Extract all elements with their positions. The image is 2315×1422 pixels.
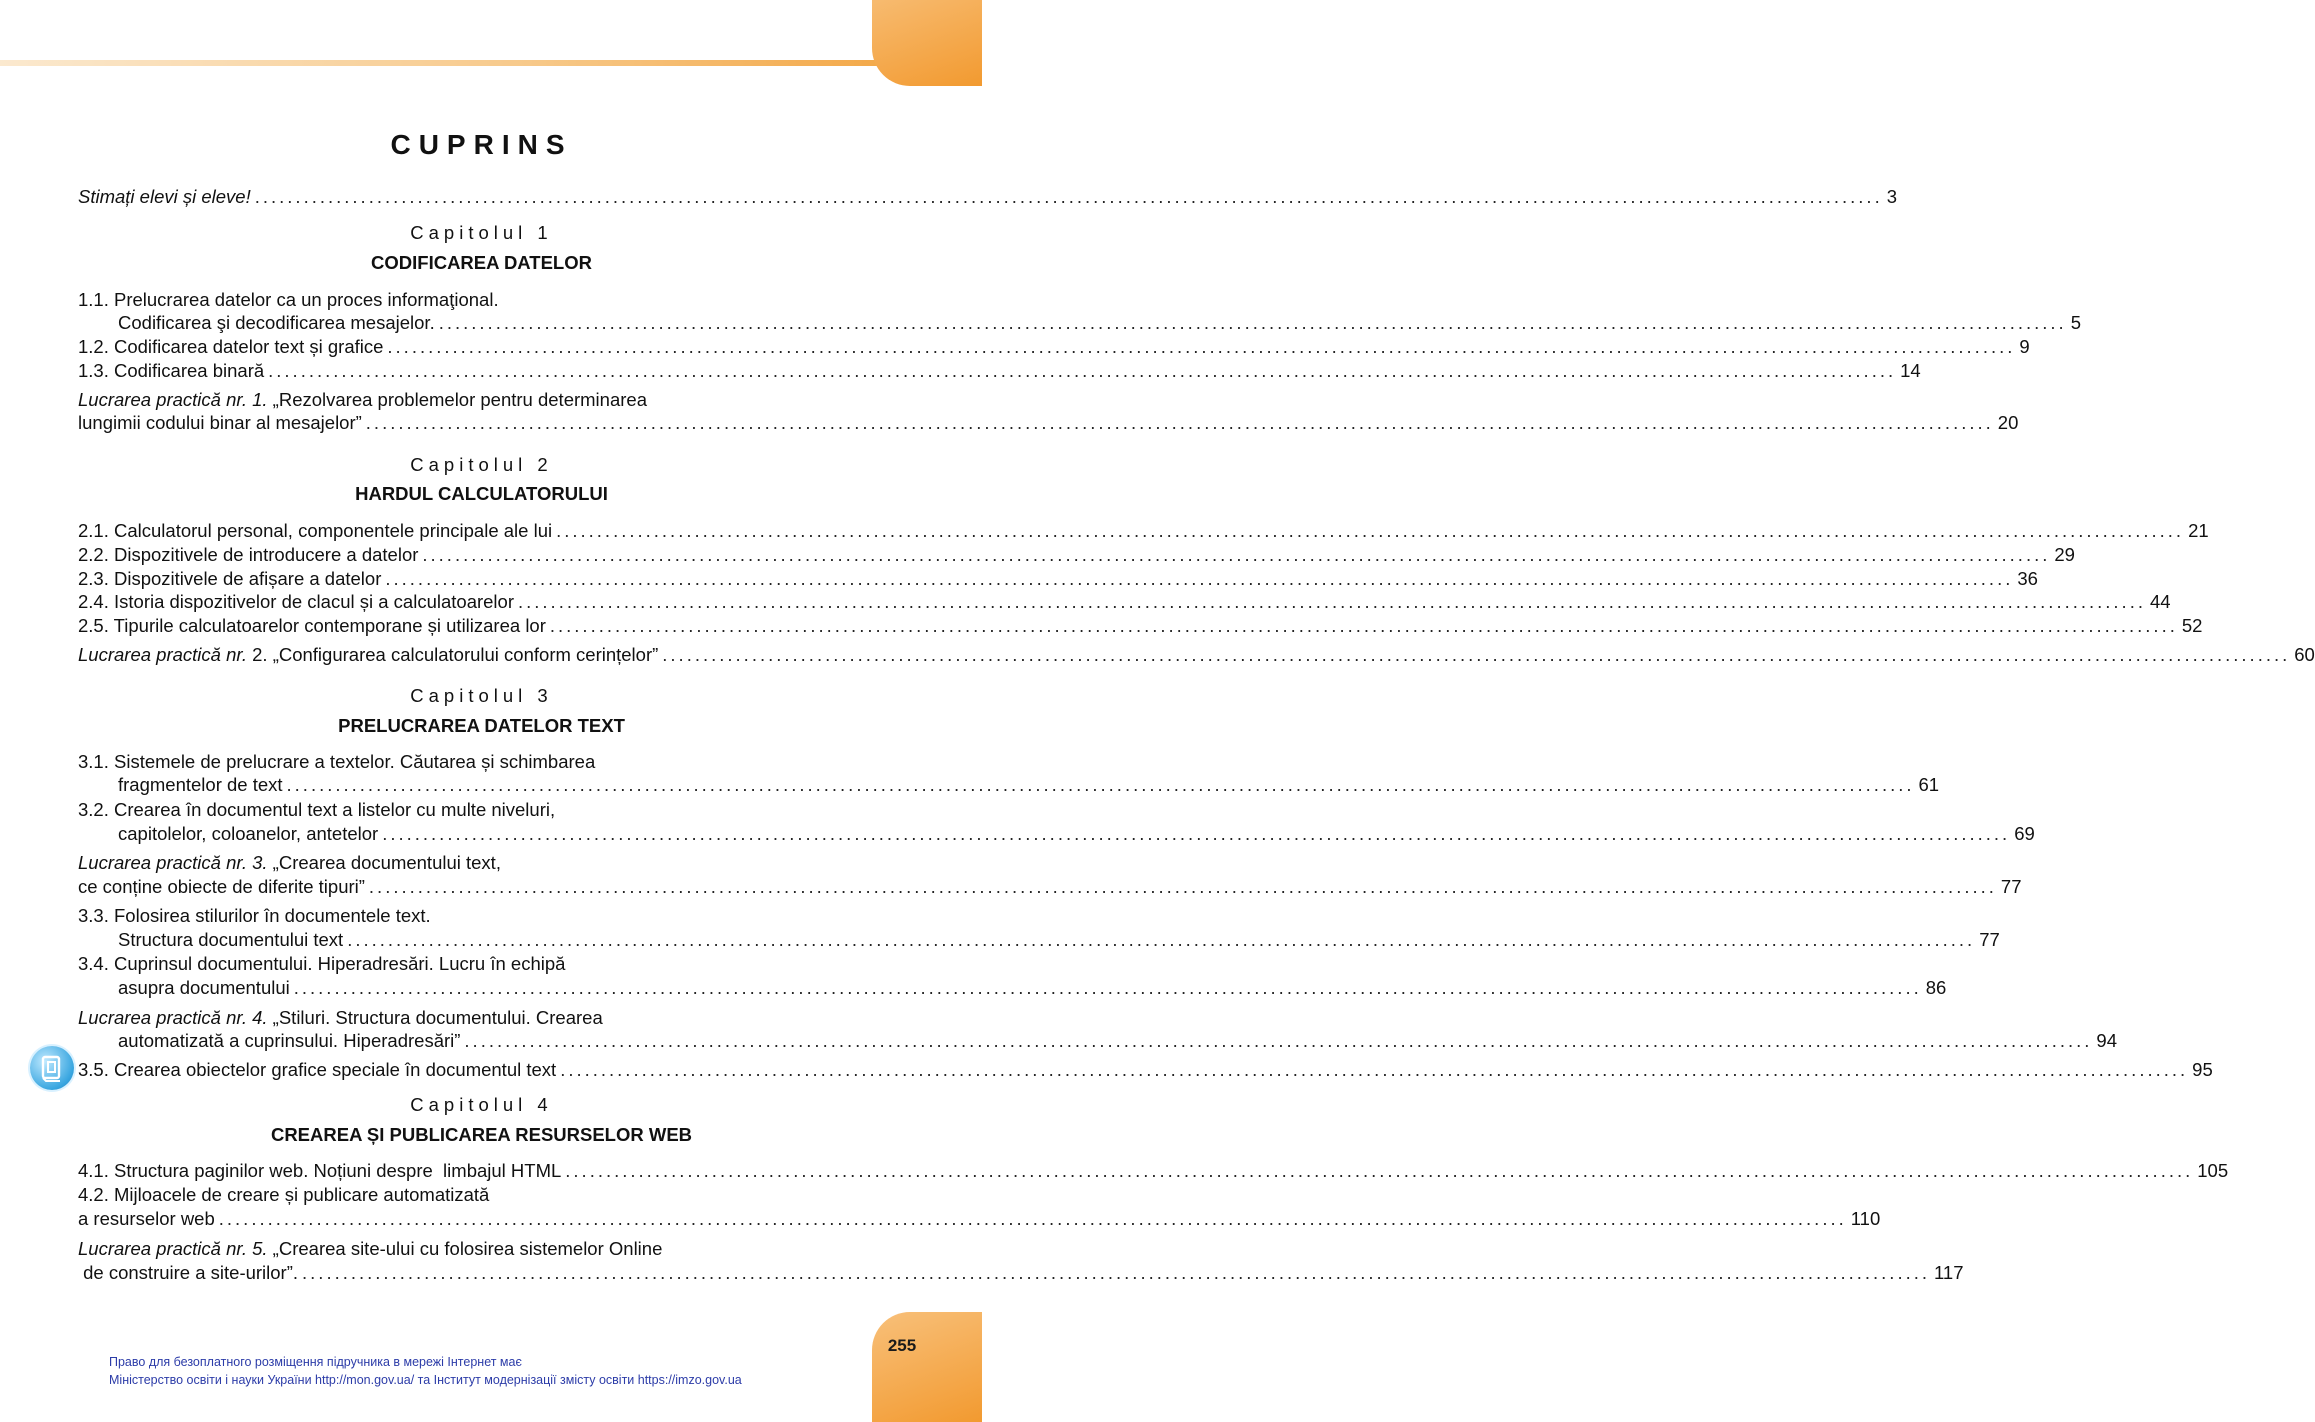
entry-page: 29 [2054,544,2075,565]
dot-leader: ........................................................................................................................................................................................................ [302,1262,1931,1283]
toc-entry-3-3[interactable] [118,928,2000,952]
chapter-2-heading: Capitolul 2 [410,454,553,475]
dot-leader: ........................................................................................................................................................................................................ [438,312,2067,333]
entry-label: ce conține obiecte de diferite tipuri” [78,876,365,897]
entry-page: 9 [2019,336,2030,357]
entry-label: a resurselor web [78,1208,215,1229]
toc-entry-2-4[interactable] [78,590,2171,614]
entry-page: 94 [2096,1030,2117,1051]
toc-entry-3-4[interactable] [118,976,1947,1000]
entry-page: 61 [1918,774,1940,795]
entry-page: 105 [2197,1160,2229,1181]
entry-label: automatizată a cuprinsului. Hiperadresări” [118,1030,461,1051]
toc-entry-1-1[interactable] [118,311,2081,335]
toc-entry-3-3-line1[interactable]: 3.3. Folosirea stilurilor în documentele text. [78,905,431,926]
chapter-1-title: CODIFICAREA DATELOR [371,252,592,273]
dot-leader: ........................................................................................................................................................................................................ [387,336,2016,357]
chapter-2-title: HARDUL CALCULATORULUI [355,483,608,504]
corner-tab-bottom [872,1312,982,1422]
entry-label: lungimii codului binar al mesajelor” [78,412,362,433]
toc-entry-3-2-line1[interactable]: 3.2. Crearea în documentul text a listelor cu multe niveluri, [78,799,556,820]
chapter-3-heading: Capitolul 3 [410,685,553,706]
dot-leader: ........................................................................................................................................................................................................ [422,544,2051,565]
dot-leader: ........................................................................................................................................................................................................ [556,520,2185,541]
toc-entry-1-3[interactable] [78,359,1921,383]
toc-entry-intro[interactable] [78,185,1898,209]
entry-page: 77 [2000,876,2022,897]
toc-entry-3-1[interactable] [118,773,1940,797]
entry-label: 2.1. Calculatorul personal, componentele principale ale lui [78,520,553,541]
dot-leader: ........................................................................................................................................................................................................ [347,929,1976,950]
toc-entry-1-2[interactable] [78,335,2030,359]
entry-label: asupra documentului [118,977,290,998]
toc-entry-2-5[interactable] [78,614,2203,638]
entry-label: capitolelor, coloanelor, antetelor [118,823,379,844]
entry-page: 14 [1900,360,1921,381]
lp-rest: „Crearea documentului text, [267,852,501,873]
entry-label: 2.3. Dispozitivele de afișare a datelor [78,568,382,589]
toc-entry-lp4[interactable] [118,1029,2117,1053]
toc-entry-3-1-line1[interactable]: 3.1. Sistemele de prelucrare a textelor. Căutarea și schimbarea [78,751,596,772]
entry-page: 117 [1934,1262,1964,1283]
entry-label: Stimați elevi și eleve! [78,186,251,207]
lp-italic: Lucrarea practică nr. 3. [78,852,268,873]
entry-page: 69 [2014,823,2035,844]
footer-rights-line2: Міністерство освіти і науки України http://mon.gov.ua/ та Інститут модернізації змісту освіти https://imzo.gov.ua [109,1373,742,1387]
book-icon[interactable] [30,1046,74,1090]
entry-page: 77 [1979,929,2000,950]
toc-entry-1-1-line1[interactable]: 1.1. Prelucrarea datelor ca un proces informaţional. [78,289,499,310]
toc-entry-lp2[interactable] [78,643,2315,667]
dot-leader: ........................................................................................................................................................................................................ [385,568,2014,589]
chapter-4-title: CREAREA ȘI PUBLICAREA RESURSELOR WEB [270,1124,693,1145]
dot-leader: ........................................................................................................................................................................................................ [218,1208,1847,1229]
toc-entry-lp5-line1[interactable] [78,1237,662,1261]
chapter-3-title: PRELUCRAREA DATELOR TEXT [338,715,625,736]
lp-italic: Lucrarea practică nr. 5. [78,1238,268,1259]
toc-entry-lp1[interactable] [78,411,2019,435]
dot-leader: ........................................................................................................................................................................................................ [286,774,1915,795]
entry-page: 110 [1850,1208,1881,1229]
lp-rest: 2. „Configurarea calculatorului conform cerințelor” [246,644,659,665]
lp-italic: Lucrarea practică nr. 1. [78,389,268,410]
dot-leader: ........................................................................................................................................................................................................ [368,876,1997,897]
toc-entry-3-4-line1[interactable]: 3.4. Cuprinsul documentului. Hiperadresări. Lucru în echipă [78,953,566,974]
toc-entry-2-1[interactable] [78,519,2209,543]
dot-leader: ........................................................................................................................................................................................................ [549,615,2178,636]
lp-italic: Lucrarea practică nr. [78,644,247,665]
entry-page: 95 [2192,1059,2213,1080]
entry-page: 36 [2017,568,2038,589]
entry-page: 52 [2181,615,2203,636]
toc-entry-4-1[interactable] [78,1159,2229,1183]
entry-page: 60 [2294,644,2315,665]
entry-page: 44 [2149,591,2171,612]
dot-leader: ........................................................................................................................................................................................................ [565,1160,2194,1181]
dot-leader: ........................................................................................................................................................................................................ [254,186,1883,207]
dot-leader: ........................................................................................................................................................................................................ [365,412,1994,433]
dot-leader: ........................................................................................................................................................................................................ [518,591,2146,612]
toc-entry-4-2[interactable] [78,1207,1881,1231]
page-title: CUPRINS [390,129,573,160]
header-rule [0,60,880,66]
toc-entry-lp5[interactable] [78,1261,1964,1285]
entry-page: 20 [1997,412,2019,433]
lp-rest: „Stiluri. Structura documentului. Crearea [267,1007,603,1028]
entry-page: 5 [2070,312,2081,333]
toc-entry-lp1-line1[interactable] [78,388,647,412]
entry-page: 21 [2188,520,2209,541]
toc-entry-2-3[interactable] [78,567,2038,591]
corner-tab-top [872,0,982,86]
page-number: 255 [887,1336,917,1355]
dot-leader: ........................................................................................................................................................................................................ [560,1059,2189,1080]
lp-italic: Lucrarea practică nr. 4. [78,1007,268,1028]
footer-rights-line1: Право для безоплатного розміщення підручника в мережі Інтернет має [109,1355,522,1369]
entry-label: Codificarea şi decodificarea mesajelor. [118,312,435,333]
entry-label: fragmentelor de text [118,774,283,795]
toc-entry-4-2-line1[interactable]: 4.2. Mijloacele de creare și publicare automatizată [78,1184,490,1205]
dot-leader: ........................................................................................................................................................................................................ [662,644,2291,665]
chapter-1-heading: Capitolul 1 [410,222,553,243]
entry-label: Structura documentului text [118,929,344,950]
toc-entry-3-2[interactable] [118,822,2035,846]
chapter-4-heading: Capitolul 4 [410,1094,553,1115]
entry-label: 2.2. Dispozitivele de introducere a datelor [78,544,419,565]
entry-label: 2.4. Istoria dispozitivelor de clacul și a calculatoarelor [78,591,514,612]
toc-entry-3-5[interactable] [78,1058,2213,1082]
entry-label: 2.5. Tipurile calculatoarelor contemporane și utilizarea lor [78,615,546,636]
toc-entry-2-2[interactable] [78,543,2075,567]
entry-label: 4.1. Structura paginilor web. Noțiuni despre limbajul HTML [78,1160,562,1181]
toc-entry-lp3[interactable] [78,875,2022,899]
dot-leader: ........................................................................................................................................................................................................ [268,360,1897,381]
toc-entry-lp4-line1[interactable] [78,1006,603,1030]
toc-entry-lp3-line1[interactable] [78,851,501,875]
dot-leader: ........................................................................................................................................................................................................ [382,823,2011,844]
entry-page: 3 [1886,186,1898,207]
entry-label: 1.3. Codificarea binară [78,360,265,381]
dot-leader: ........................................................................................................................................................................................................ [464,1030,2093,1051]
entry-label: 3.5. Crearea obiectelor grafice speciale în documentul text [78,1059,557,1080]
dot-leader: ........................................................................................................................................................................................................ [293,977,1922,998]
entry-page: 86 [1925,977,1947,998]
lp-rest: „Crearea site-ului cu folosirea sistemelor Online [267,1238,663,1259]
entry-label: de construire a site-urilor”. [78,1262,299,1283]
lp-rest: „Rezolvarea problemelor pentru determinarea [267,389,647,410]
entry-label: 1.2. Codificarea datelor text și grafice [78,336,384,357]
book-icon-glyph [30,1046,74,1090]
